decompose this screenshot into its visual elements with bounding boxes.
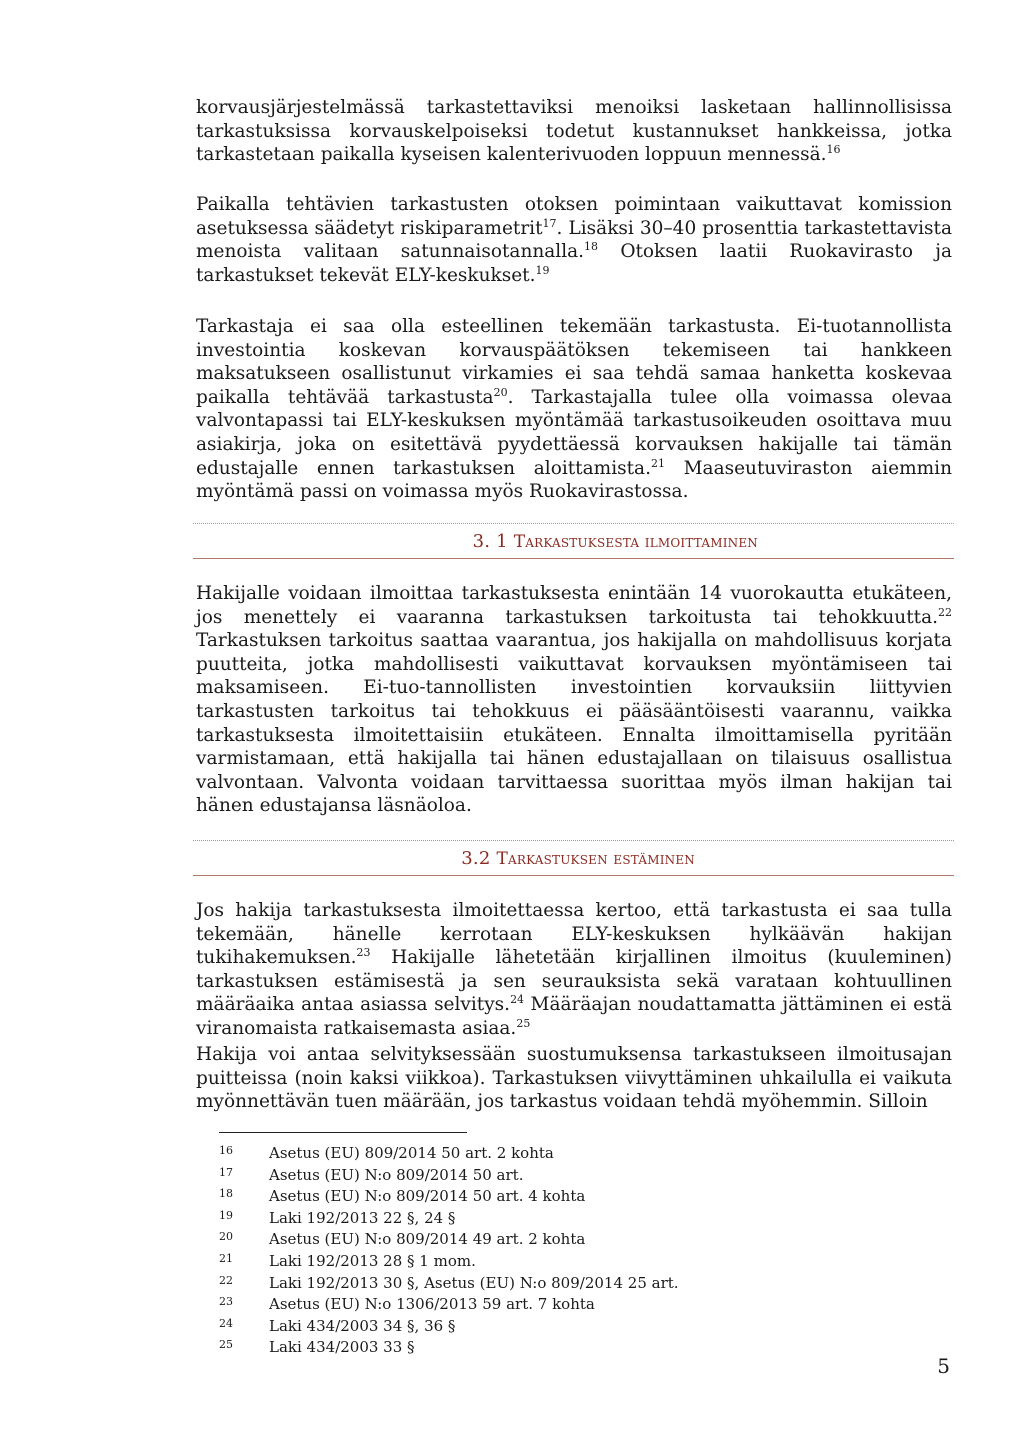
heading-number: 3.2 [461, 848, 497, 869]
footnote-text: Asetus (EU) N:o 809/2014 50 art. 4 kohta [269, 1187, 586, 1206]
heading-title: Tarkastuksesta ilmoittaminen [513, 532, 758, 552]
footnote-ref[interactable]: 17 [542, 216, 557, 230]
footnote-item [219, 1273, 819, 1295]
paragraph-text: Tarkastuksen tarkoitus saattaa vaarantua, jos hakijalla on mahdollisuus korjata puutteita, jotka mahdollisesti vaikuttavat korvauksen myöntämiseen tai maksamiseen. Ei-tuo-tannollisten investointien korvauksiin liittyvien tarkastusten tarkoitus tai tehokkuus ei pääsääntöisesti vaarannu, vaikka tarkastuksesta ilmoitettaisiin etukäteen. Ennalta ilmoittamisella pyritään varmistamaan, että hakijalla tai hänen edustajallaan on tilaisuus osallistua valvontaan. Valvonta voidaan tarvittaessa suorittaa myös ilman hakijan tai hänen edustajansa läsnäoloa. [196, 630, 952, 817]
footnote-number: 24 [219, 1316, 233, 1330]
footnote-ref[interactable]: 16 [826, 143, 841, 157]
footnote-text: Asetus (EU) N:o 1306/2013 59 art. 7 kohta [269, 1295, 595, 1314]
footnote-text: Laki 192/2013 22 §, 24 § [269, 1208, 456, 1227]
footnote-item [219, 1229, 819, 1251]
paragraph-risk-parameters [196, 193, 952, 287]
footnote-text: Laki 192/2013 30 §, Asetus (EU) N:o 809/2014 25 art. [269, 1273, 679, 1292]
footnote-number: 21 [219, 1251, 233, 1265]
footnote-number: 16 [219, 1144, 233, 1157]
paragraph-text: Tarkastaja ei saa olla esteellinen tekemään tarkastusta. Ei-tuotannollista investointia koskevan korvauspäätöksen tekemiseen tai hankkeen maksatukseen osallistunut virkamies ei saa tehdä samaa hanketta koskevaa paikalla tehtävää tarkastusta [196, 316, 952, 408]
footnote-number: 25 [219, 1338, 233, 1352]
footnote-item [219, 1165, 819, 1187]
paragraph-notification [196, 582, 952, 818]
footnote-item [219, 1251, 819, 1273]
footnote-ref[interactable]: 24 [510, 993, 525, 1007]
footnote-text: Laki 192/2013 28 § 1 mom. [269, 1251, 476, 1270]
paragraph-text: . Tarkastajalla tulee olla voimassa olevaa valvontapassi tai ELY-keskuksen myöntämää tarkastusoikeuden osoittava muu asiakirja, joka on esitettävä pyydettäessä korvauksen hakijalle tai tämän edustajalle ennen tarkastuksen aloittamista. [196, 386, 952, 479]
paragraph-text: Otoksen laatii Ruokavirasto ja tarkastukset tekevät ELY-keskukset. [196, 241, 952, 286]
footnote-item [219, 1143, 819, 1165]
paragraph-prevention [196, 899, 952, 1041]
footnote-text: Asetus (EU) 809/2014 50 art. 2 kohta [269, 1144, 554, 1162]
footnote-ref[interactable]: 23 [356, 946, 371, 960]
footnote-number: 20 [219, 1230, 233, 1244]
footnote-ref[interactable]: 18 [584, 240, 599, 254]
footnote-item [219, 1208, 819, 1230]
section-heading-3-2 [193, 840, 954, 876]
footnote-item [219, 1316, 819, 1338]
footnote-number: 17 [219, 1165, 233, 1179]
footnote-ref[interactable]: 21 [650, 456, 665, 470]
footnote-number: 18 [219, 1187, 233, 1201]
footnote-ref[interactable]: 20 [493, 385, 508, 399]
footnote-ref[interactable]: 22 [938, 605, 952, 619]
paragraph-text: Hakijalle voidaan ilmoittaa tarkastuksesta enintään 14 vuorokautta etukäteen, jos menettely ei vaaranna tarkastuksen tarkoitusta tai tehokkuutta. [196, 583, 952, 628]
footnote-item [219, 1186, 819, 1208]
paragraph-text: Jos hakija tarkastuksesta ilmoitettaessa kertoo, että tarkastusta ei saa tulla tekemään, hänelle kerrotaan ELY-keskuksen hylkäävän hakijan tukihakemuksen. [196, 900, 952, 969]
heading-number: 3. 1 [472, 531, 514, 552]
paragraph-consent [196, 1043, 952, 1114]
footnote-text: Asetus (EU) N:o 809/2014 49 art. 2 kohta [269, 1230, 586, 1249]
footnote-list [219, 1143, 819, 1359]
heading-title: Tarkastuksen estäminen [496, 849, 695, 869]
paragraph-continuation [196, 96, 952, 167]
footnote-ref[interactable]: 19 [535, 263, 550, 277]
footnote-separator [219, 1132, 467, 1133]
paragraph-text: Hakija voi antaa selvityksessään suostumuksensa tarkastukseen ilmoitusajan puitteissa (noin kaksi viikkoa). Tarkastuksen viivyttäminen uhkailulla ei vaikuta myönnettävän tuen määrään, jos tarkastus voidaan tehdä myöhemmin. Silloin [196, 1044, 952, 1113]
paragraph-text: Määräajan noudattamatta jättäminen ei estä viranomaista ratkaisemasta asiaa. [196, 994, 952, 1039]
paragraph-text: Paikalla tehtävien tarkastusten otoksen poimintaan vaikuttavat komission asetuksessa säädetyt riskiparametrit [196, 194, 952, 239]
paragraph-inspector [196, 315, 952, 504]
paragraph-text: . Lisäksi 30–40 prosenttia tarkastettavista menoista valitaan satunnaisotannalla. [196, 217, 952, 263]
footnote-text: Asetus (EU) N:o 809/2014 50 art. [269, 1165, 524, 1184]
paragraph-text: korvausjärjestelmässä tarkastettaviksi menoiksi lasketaan hallinnollisissa tarkastuksissa korvauskelpoiseksi todetut kustannukset hankkeissa, jotka tarkastetaan paikalla kyseisen kalenterivuoden loppuun mennessä. [196, 97, 952, 166]
footnote-number: 22 [219, 1273, 233, 1287]
paragraph-text: Hakijalle lähetetään kirjallinen ilmoitus (kuuleminen) tarkastuksen estämisestä ja sen seurauksista sekä varataan kohtuullinen määräaika antaa asiassa selvitys. [196, 947, 952, 1016]
footnote-number: 23 [219, 1295, 233, 1309]
footnote-item [219, 1337, 819, 1359]
footnote-ref[interactable]: 25 [516, 1016, 531, 1030]
footnote-text: Laki 434/2003 33 § [269, 1338, 415, 1357]
section-heading-3-1 [193, 523, 954, 559]
footnote-text: Laki 434/2003 34 §, 36 § [269, 1316, 456, 1335]
paragraph-text: Maaseutuviraston aiemmin myöntämä passi on voimassa myös Ruokavirastossa. [196, 457, 952, 503]
page-number: 5 [937, 1354, 950, 1378]
footnote-number: 19 [219, 1208, 233, 1222]
footnote-item [219, 1294, 819, 1316]
